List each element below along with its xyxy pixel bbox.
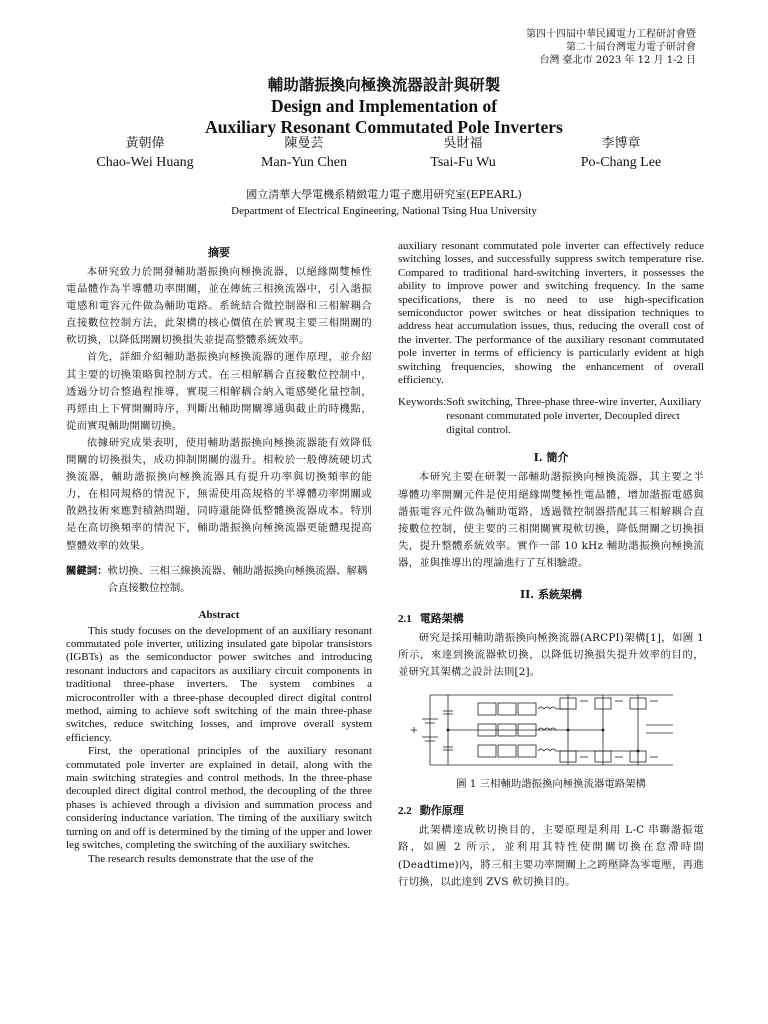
author-3: [383, 134, 543, 172]
conference-line-2: 第二十屆台灣電力電子研討會: [566, 42, 696, 53]
keywords-en: [398, 395, 704, 437]
keywords-zh-label: 關鍵詞：: [66, 564, 108, 577]
author-name-zh: 陳曼芸: [284, 136, 324, 151]
subsection-2-2-heading: [398, 802, 704, 818]
abstract-zh-paragraph-1: 本研究致力於開發輔助諧振換向極換流器，以絕緣閘雙極性電晶體作為半導體功率開關，並在傳統三相換流器中，引入諧振電感和電容元件做為輔助電路。系統結合微控制器和三相解耦合直接數位控制方法，此架構的核心價值在於實現主要三相開關的軟切換，以降低開關切換損失並提高整體系統效率。: [66, 266, 372, 347]
abstract-en-continued: auxiliary resonant commutated pole inverter can effectively reduce switching losses, and successfully suppress switch temperature rise. Compared to traditional hard-switching inverters, it possesses the ability to improve power and switching frequency. In the same specifications, there is no need to use high-specification semiconductor power switches or heat dissipation techniques to address heat accumulation issues, thus, reducing the overall cost of the inverter. The performance of the auxiliary resonant commutated pole inverter in terms of efficiency is particularly evident at high switching frequencies, showing the enhancement of overall efficiency.: [398, 240, 704, 387]
abstract-zh-paragraph-2: 首先，詳細介紹輔助諧振換向極換流器的運作原理，並介紹其主要的切換策略與控制方式。在三相解耦合直接數位控制中，透過分切合整過程推導，實現三相解耦合納入電感變化量控制，再經由上下臂開關時序，判斷出輔助開關導通與截止的時機點，從而實現輔助開關切換。: [66, 351, 372, 432]
subsection-2-1-heading: [398, 610, 704, 626]
title-chinese: 輔助諧振換向極換流器設計與研製: [267, 75, 501, 94]
author-name-en: Chao-Wei Huang: [96, 155, 194, 170]
author-1: [65, 134, 225, 172]
keywords-en-text: Soft switching, Three-phase three-wire inverter, Auxiliary resonant commutated pole inverter, Decoupled direct digital control.: [446, 396, 702, 437]
right-column: [398, 240, 704, 891]
author-name-zh: 黃朝偉: [125, 136, 165, 151]
subsection-2-2-title: 動作原理: [419, 804, 464, 818]
section-2-heading: II. 系統架構: [520, 588, 582, 602]
subsection-2-1-number: 2.1: [398, 613, 412, 626]
abstract-zh-heading: 摘要: [208, 246, 230, 259]
keywords-zh-text: 軟切換、三相三線換流器、輔助諧振換向極換流器、解耦合直接數位控制。: [107, 564, 368, 594]
subsection-2-2-number: 2.2: [398, 805, 412, 818]
subsection-2-1-title: 電路架構: [419, 612, 464, 626]
circuit-figure: [398, 689, 704, 771]
subsection-2-1-text: 研究是採用輔助諧振換向極換流器(ARCPI)架構[1]，如圖 1 所示，來達到換流器軟切換，以降低切換損失提升效率的目的，並研究其架構之設計法則[2]。: [398, 632, 704, 679]
abstract-en-paragraph-1: This study focuses on the development of an auxiliary resonant commutated pole inverter, utilizing insulated gate bipolar transistors (IGBTs) as the semiconductor power switches and introducing resonant inductors and capacitors as auxiliary circuit components in traditional three-phase inverters. The system combines a microcontroller with a three-phase decoupled direct digital control method, aiming to achieve soft switching of the main three-phase switches, reduce switching losses, and improve overall system efficiency.: [66, 624, 372, 744]
author-name-zh: 吳財福: [443, 136, 483, 151]
title-english-line-1: Design and Implementation of: [270, 96, 498, 116]
author-name-zh: 李博章: [601, 136, 641, 151]
keywords-zh: [66, 563, 372, 597]
abstract-zh-paragraph-3: 依據研究成果表明，使用輔助諧振換向極換流器能有效降低開關的切換損失，成功抑制開關的溫升。相較於一般傳統硬切式換流器，輔助諧振換向極換流器具有提升功率與切換頻率的能力，在相同規格的情況下，無需使用高規格的半導體功率開關或散熱技術來應對積熱問題，同時還能降低整體換流器成本。特別是在高切換頻率的情況下，輔助諧振換向極換流器更能體現提高整體效率的效果。: [66, 436, 372, 552]
author-name-en: Man-Yun Chen: [261, 155, 347, 170]
section-1-heading: I. 簡介: [533, 451, 569, 465]
abstract-en-paragraph-2: First, the operational principles of the auxiliary resonant commutated pole inverter are explained in detail, along with the main switching strategies and control methods. In the three-phase decoupled direct digital control method, the decoupling of the three phases is achieved through a division and summation process and considering inductance variation. The timing of the auxiliary switch turning on and off is determined by the timing of the upper and lower leg switches, completing the switching of the auxiliary switches.: [66, 745, 372, 852]
title-english-line-2: Auxiliary Resonant Commutated Pole Inverters: [205, 117, 563, 137]
keywords-en-label: Keywords:: [398, 396, 447, 409]
subsection-2-2-text: 此架構達成軟切換目的，主要原理是利用 L-C 串聯諧振電路，如圖 2 所示，並利用其特性使開關切換在怠滯時間(Deadtime)內，將三相主要功率開關上之跨壓降為零電壓，再進行切換，以此達到 ZVS 軟切換目的。: [398, 824, 704, 888]
author-4: [541, 134, 701, 172]
figure-1-caption: 圖 1 三相輔助諧振換向極換流器電路架構: [456, 778, 646, 791]
author-name-en: Tsai-Fu Wu: [430, 155, 496, 170]
affiliation: [0, 187, 768, 219]
abstract-en-heading: Abstract: [198, 608, 240, 621]
paper-title: [0, 74, 768, 138]
author-name-en: Po-Chang Lee: [580, 155, 662, 170]
conference-header: [526, 28, 696, 67]
abstract-en-paragraph-3: The research results demonstrate that the use of the: [88, 852, 314, 865]
affiliation-zh: 國立清華大學電機系精緻電力電子應用研究室(EPEARL): [246, 188, 522, 201]
affiliation-en: Department of Electrical Engineering, National Tsing Hua University: [231, 205, 537, 217]
author-list: [0, 134, 768, 174]
left-column: [66, 240, 372, 866]
author-2: [224, 134, 384, 172]
conference-line-1: 第四十四屆中華民國電力工程研討會暨: [526, 29, 696, 40]
circuit-diagram: [408, 689, 680, 771]
section-1-text: 本研究主要在研製一部輔助諧振換向極換流器，其主要之半導體功率開關元件是使用絕緣閘雙極性電晶體，增加諧振電感與諧振電容元件做為輔助電路，透過微控制器搭配其三相解耦合直接數位控制，使主要的三相開關實現軟切換，降低開關之切換損失，提升整體系統效率。實作一部 10 kHz 輔助諧振換向極換流器，並與推導出的理論進行了互相驗證。: [398, 471, 704, 569]
conference-line-3: 台灣 臺北市 2023 年 12 月 1-2 日: [539, 55, 696, 66]
